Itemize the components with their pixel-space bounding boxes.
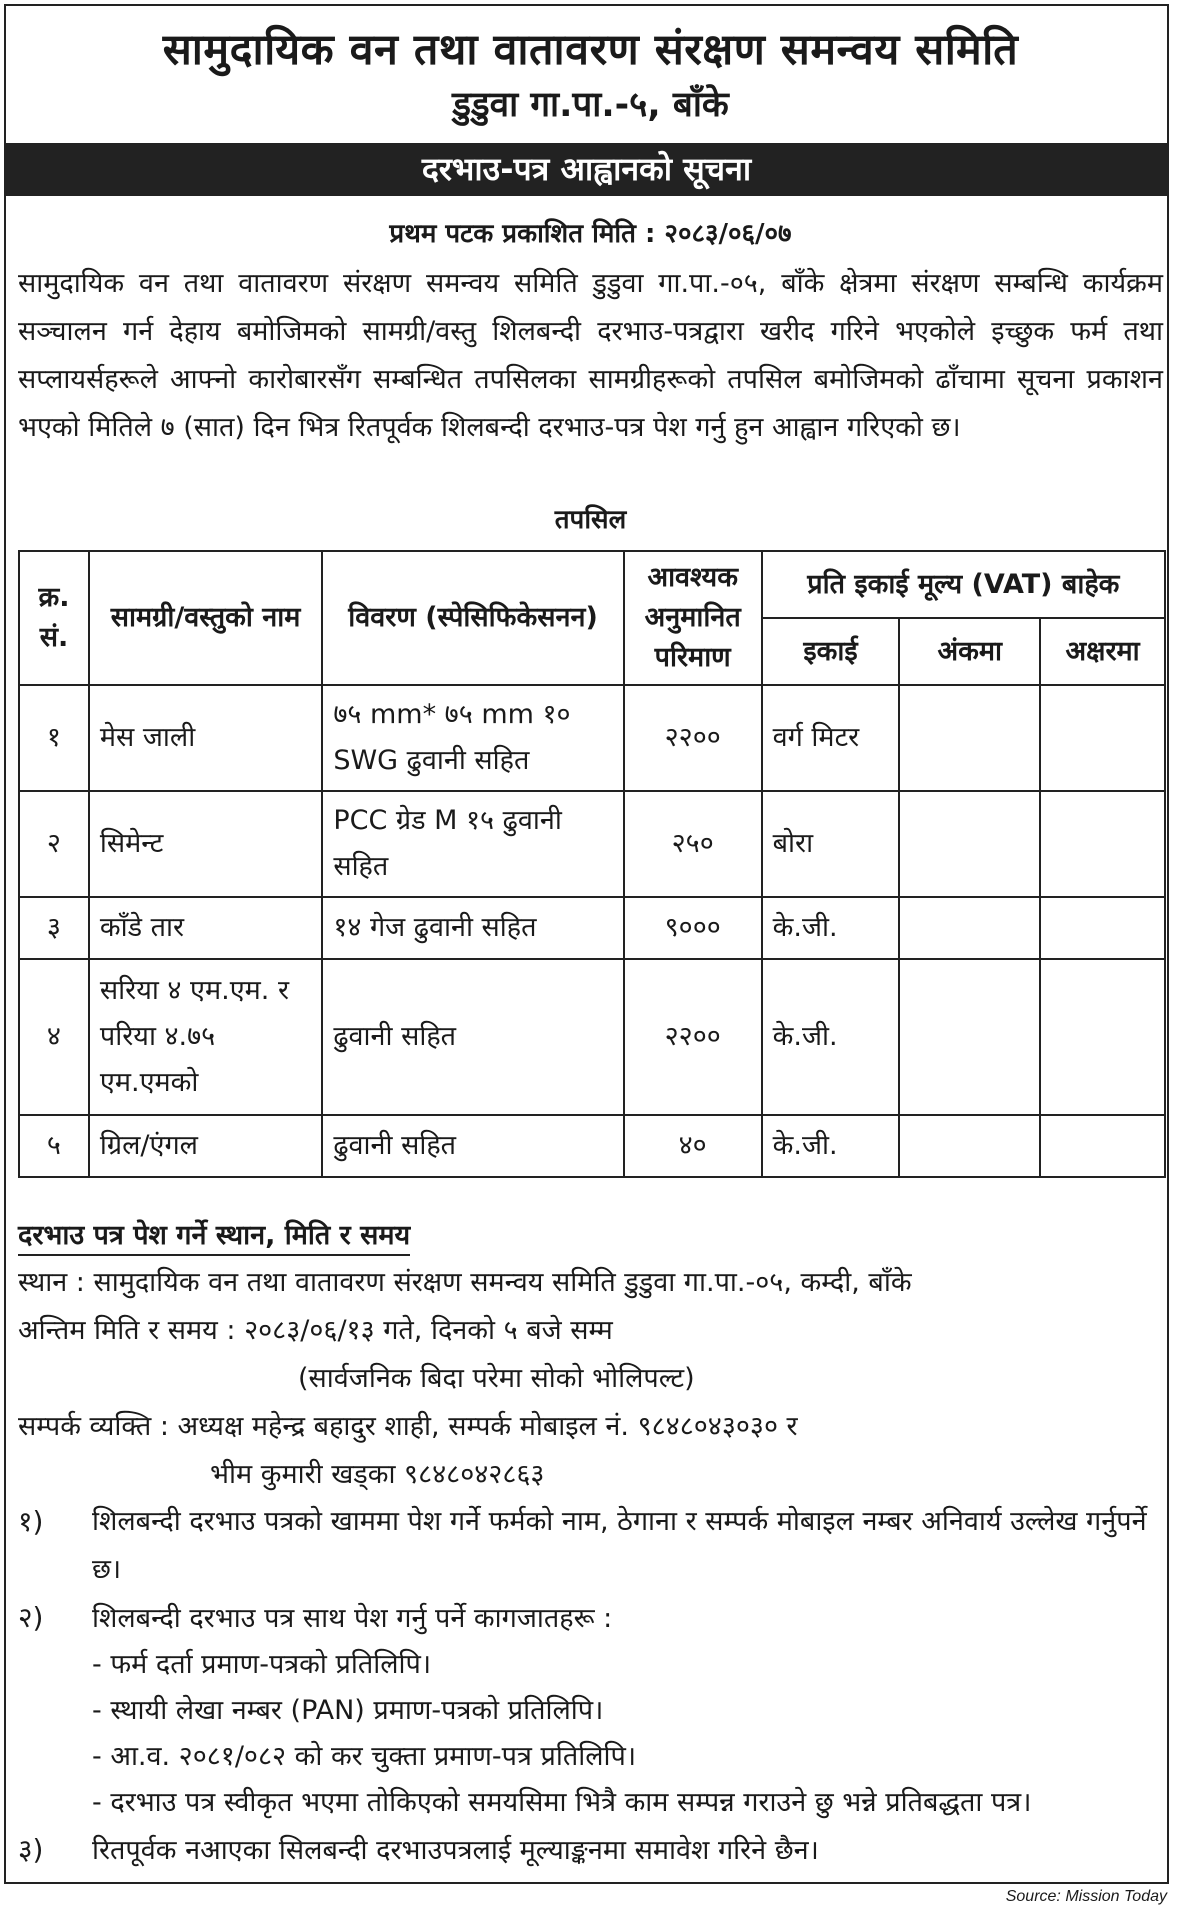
row-item-name: मेस जाली bbox=[89, 685, 322, 791]
condition-2-number: २) bbox=[18, 1601, 44, 1634]
header-sn: क्र. सं. bbox=[19, 551, 89, 685]
submission-place: स्थान : सामुदायिक वन तथा वातावरण संरक्षण समन्वय समिति डुडुवा गा.पा.-०५, कम्दी, बाँके bbox=[18, 1267, 912, 1298]
header-specification: विवरण (स्पेसिफिकेसनन) bbox=[322, 551, 623, 685]
row-price-words bbox=[1040, 897, 1165, 959]
row-item-name: ग्रिल/एंगल bbox=[89, 1115, 322, 1177]
document-bullet: - फर्म दर्ता प्रमाण-पत्रको प्रतिलिपि। bbox=[92, 1649, 432, 1680]
row-sn: १ bbox=[19, 685, 89, 791]
row-price-figures bbox=[899, 897, 1040, 959]
schedule-heading: तपसिल bbox=[554, 505, 627, 535]
row-specification: ढुवानी सहित bbox=[322, 1115, 623, 1177]
publication-date: प्रथम पटक प्रकाशित मिति : २०८३/०६/०७ bbox=[389, 219, 792, 249]
header-in-words: अक्षरमा bbox=[1040, 618, 1165, 685]
row-price-words bbox=[1040, 959, 1165, 1115]
row-unit: के.जी. bbox=[762, 897, 900, 959]
row-price-figures bbox=[899, 1115, 1040, 1177]
row-sn: ५ bbox=[19, 1115, 89, 1177]
org-location: डुडुवा गा.पा.-५, बाँके bbox=[452, 85, 729, 125]
table-row bbox=[19, 1115, 1165, 1177]
table-row bbox=[19, 959, 1165, 1115]
condition-1-text: शिलबन्दी दरभाउ पत्रको खाममा पेश गर्ने फर्मको नाम, ठेगाना र सम्पर्क मोबाइल नम्बर अनिवार्य उल्लेख गर्नुपर्ने छ। bbox=[92, 1506, 1147, 1585]
source-credit: Source: Mission Today bbox=[1005, 1888, 1167, 1905]
document-bullet: - स्थायी लेखा नम्बर (PAN) प्रमाण-पत्रको प्रतिलिपि। bbox=[92, 1695, 604, 1726]
header-in-figures: अंकमा bbox=[899, 618, 1040, 685]
document-bullet: - दरभाउ पत्र स्वीकृत भएमा तोकिएको समयसिमा भित्रै काम सम्पन्न गराउने छु भन्ने प्रतिबद्धता पत्र। bbox=[92, 1787, 1032, 1818]
row-specification: १४ गेज ढुवानी सहित bbox=[322, 897, 623, 959]
row-price-figures bbox=[899, 959, 1040, 1115]
table-row bbox=[19, 685, 1165, 791]
contact-person-2: भीम कुमारी खड्का ९८४८०४२८६३ bbox=[210, 1459, 545, 1490]
row-sn: ३ bbox=[19, 897, 89, 959]
row-quantity: २५० bbox=[624, 791, 762, 897]
header-unit: इकाई bbox=[762, 618, 900, 685]
row-price-words bbox=[1040, 1115, 1165, 1177]
row-quantity: ९००० bbox=[624, 897, 762, 959]
row-quantity: २२०० bbox=[624, 685, 762, 791]
org-name: सामुदायिक वन तथा वातावरण संरक्षण समन्वय समिति bbox=[162, 25, 1019, 75]
condition-1-number: १) bbox=[18, 1505, 44, 1538]
row-quantity: २२०० bbox=[624, 959, 762, 1115]
condition-3-number: ३) bbox=[18, 1833, 44, 1866]
header-item-name: सामग्री/वस्तुको नाम bbox=[89, 551, 322, 685]
table-row bbox=[19, 791, 1165, 897]
table-row bbox=[19, 897, 1165, 959]
row-price-figures bbox=[899, 685, 1040, 791]
row-price-figures bbox=[899, 791, 1040, 897]
intro-paragraph: सामुदायिक वन तथा वातावरण संरक्षण समन्वय समिति डुडुवा गा.पा.-०५, बाँके क्षेत्रमा संरक्षण सम्बन्धि कार्यक्रम सञ्चालन गर्न देहाय बमोजिमको सामग्री/वस्तु शिलबन्दी दरभाउ-पत्रद्वारा खरीद गरिने भएकोले इच्छुक फर्म तथा सप्लायर्सहरूले आफ्नो कारोबारसँग सम्बन्धित तपसिलका सामग्रीहरूको तपसिल बमोजिमको ढाँचामा सूचना प्रकाशन भएको मितिले ७ (सात) दिन भित्र रितपूर्वक शिलबन्दी दरभाउ-पत्र पेश गर्नु हुन आह्वान गरिएको छ। bbox=[18, 268, 1163, 443]
holiday-note: (सार्वजनिक बिदा परेमा सोको भोलिपल्ट) bbox=[298, 1363, 695, 1394]
submission-heading: दरभाउ पत्र पेश गर्ने स्थान, मिति र समय bbox=[18, 1215, 410, 1256]
condition-3-text: रितपूर्वक नआएका सिलबन्दी दरभाउपत्रलाई मूल्याङ्कनमा समावेश गरिने छैन। bbox=[92, 1835, 819, 1866]
row-unit: के.जी. bbox=[762, 1115, 900, 1177]
condition-2-text: शिलबन्दी दरभाउ पत्र साथ पेश गर्नु पर्ने कागजातहरू : bbox=[92, 1603, 613, 1634]
contact-person-1: सम्पर्क व्यक्ति : अध्यक्ष महेन्द्र बहादुर शाही, सम्पर्क मोबाइल नं. ९८४८०४३०३० र bbox=[18, 1411, 798, 1442]
row-price-words bbox=[1040, 685, 1165, 791]
header-quantity: आवश्यक अनुमानित परिमाण bbox=[624, 551, 762, 685]
row-specification: ७५ mm* ७५ mm १० SWG ढुवानी सहित bbox=[322, 685, 623, 791]
header-unit-price: प्रति इकाई मूल्य (VAT) बाहेक bbox=[762, 551, 1165, 618]
row-specification: ढुवानी सहित bbox=[322, 959, 623, 1115]
row-price-words bbox=[1040, 791, 1165, 897]
notice-banner: दरभाउ-पत्र आह्वानको सूचना bbox=[4, 143, 1169, 196]
row-item-name: सिमेन्ट bbox=[89, 791, 322, 897]
row-sn: २ bbox=[19, 791, 89, 897]
row-item-name: सरिया ४ एम.एम. र परिया ४.७५ एम.एमको bbox=[89, 959, 322, 1115]
row-sn: ४ bbox=[19, 959, 89, 1115]
row-unit: वर्ग मिटर bbox=[762, 685, 900, 791]
submission-deadline: अन्तिम मिति र समय : २०८३/०६/१३ गते, दिनको ५ बजे सम्म bbox=[18, 1315, 613, 1346]
document-bullet: - आ.व. २०८१/०८२ को कर चुक्ता प्रमाण-पत्र प्रतिलिपि। bbox=[92, 1741, 637, 1772]
row-item-name: काँडे तार bbox=[89, 897, 322, 959]
items-table bbox=[18, 550, 1166, 1178]
row-quantity: ४० bbox=[624, 1115, 762, 1177]
row-unit: बोरा bbox=[762, 791, 900, 897]
row-specification: PCC ग्रेड M १५ ढुवानी सहित bbox=[322, 791, 623, 897]
row-unit: के.जी. bbox=[762, 959, 900, 1115]
